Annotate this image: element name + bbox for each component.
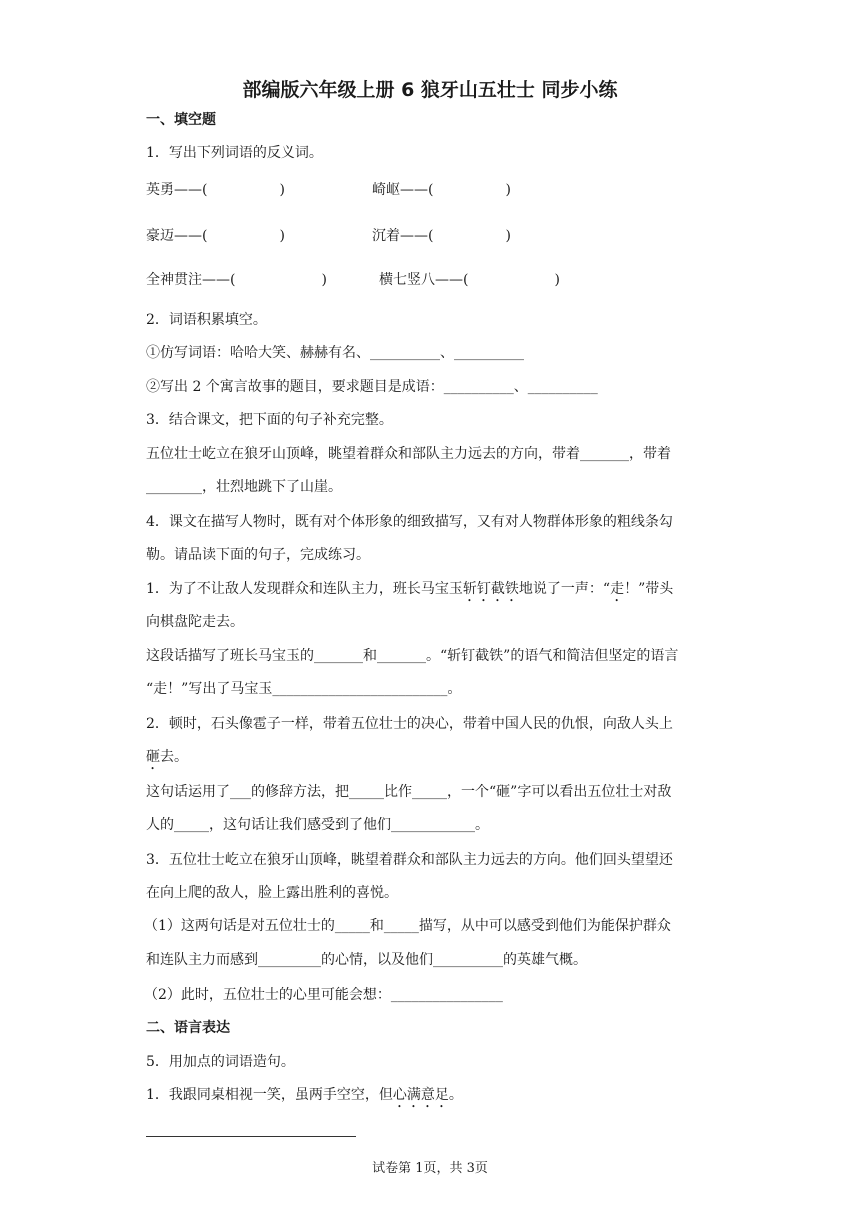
section-heading-language-expression: 二、语言表达 (146, 1020, 230, 1036)
question-2-line-2: ②写出 2 个寓言故事的题目，要求题目是成语：__________、__________ (146, 379, 598, 395)
question-4-subquestion-1-cont: 和连队主力而感到_________的心情，以及他们__________的英雄气概。 (146, 952, 587, 968)
question-4-prompt-1: 4．课文在描写人物时，既有对个体形象的细致描写，又有对人物群体形象的粗线条勾 (146, 514, 673, 530)
emphasized-phrase: 心满意足 (392, 1087, 449, 1103)
page-footer: 试卷第 1页，共 3页 (372, 1161, 488, 1176)
emphasized-word: 走 (610, 581, 625, 597)
question-4-prompt-2: 勒。请品读下面的句子，完成练习。 (146, 547, 370, 563)
question-5-sentence-1: 1．我跟同桌相视一笑，虽两手空空，但心满意足。 (146, 1087, 463, 1103)
question-3-line-1: 五位壮士屹立在狼牙山顶峰，眺望着群众和部队主力远去的方向，带着_______，带着 (146, 446, 671, 462)
question-2-prompt: 2．词语积累填空。 (146, 312, 267, 328)
question-4-sentence-3-cont: 在向上爬的敌人，脸上露出胜利的喜悦。 (146, 885, 398, 901)
question-4-subquestion-2: （2）此时，五位壮士的心里可能会想：________________ (144, 987, 503, 1003)
question-4-sentence-3: 3．五位壮士屹立在狼牙山顶峰，眺望着群众和部队主力远去的方向。他们回头望望还 (146, 852, 673, 868)
antonym-item-4: 沉着——( ) (372, 228, 511, 244)
answer-line[interactable] (146, 1136, 356, 1137)
question-3-prompt: 3．结合课文，把下面的句子补充完整。 (146, 412, 393, 428)
question-4-sentence-2: 2．顿时，石头像雹子一样，带着五位壮士的决心，带着中国人民的仇恨，向敌人头上 (146, 716, 673, 732)
question-2-line-1: ①仿写词语：哈哈大笑、赫赫有名、__________、__________ (146, 345, 524, 361)
antonym-item-3: 豪迈——( ) (146, 228, 285, 244)
page-title: 部编版六年级上册 6 狼牙山五壮士 同步小练 (242, 79, 618, 101)
question-4-sentence-1-answer-1: 这段话描写了班长马宝玉的_______和_______。“斩钉截铁”的语气和简洁但坚定的语言 (146, 648, 679, 664)
antonym-item-1: 英勇——( ) (146, 182, 285, 198)
antonym-item-6: 横七竖八——( ) (379, 272, 560, 288)
antonym-item-5: 全神贯注——( ) (146, 272, 327, 288)
question-4-sentence-2-cont: 砸去。 (146, 749, 188, 765)
question-4-sentence-2-answer-2: 人的_____，这句话让我们感受到了他们____________。 (146, 817, 489, 833)
question-4-sentence-1-cont: 向棋盘陀走去。 (146, 614, 244, 630)
emphasized-word: 砸 (146, 749, 160, 765)
antonym-item-2: 崎岖——( ) (372, 182, 511, 198)
question-5-prompt: 5．用加点的词语造句。 (146, 1054, 295, 1070)
emphasized-phrase: 斩钉截铁 (462, 581, 519, 597)
section-heading-fill-blanks: 一、填空题 (146, 112, 216, 128)
question-1-prompt: 1．写出下列词语的反义词。 (146, 145, 323, 161)
question-3-line-2: ________，壮烈地跳下了山崖。 (146, 479, 342, 495)
question-4-sentence-1-answer-2: “走！”写出了马宝玉_________________________。 (146, 681, 462, 697)
question-4-sentence-1: 1．为了不让敌人发现群众和连队主力，班长马宝玉斩钉截铁地说了一声：“走！”带头 (146, 581, 674, 597)
question-4-subquestion-1: （1）这两句话是对五位壮士的_____和_____描写，从中可以感受到他们为能保护群众 (144, 918, 671, 934)
question-4-sentence-2-answer-1: 这句话运用了___的修辞方法，把_____比作_____，一个“砸”字可以看出五位壮士对敌 (146, 784, 672, 800)
